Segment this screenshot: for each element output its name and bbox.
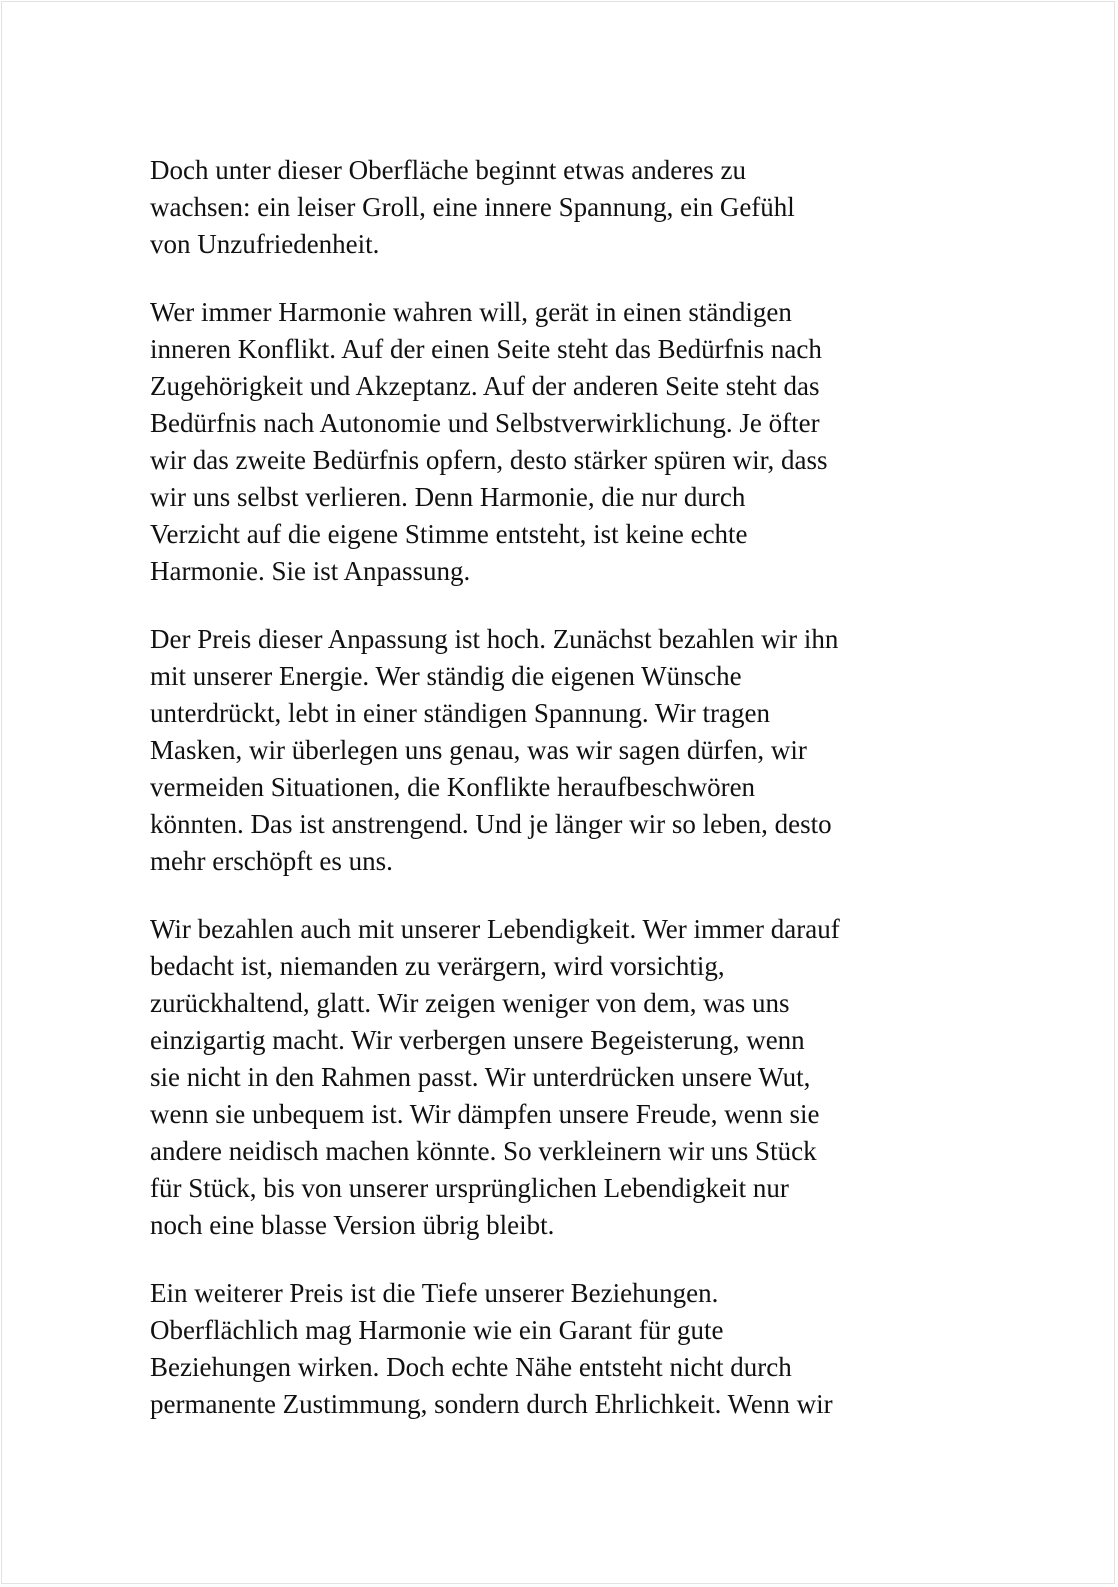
text-line: Der Preis dieser Anpassung ist hoch. Zunächst bezahlen wir ihn	[150, 624, 839, 654]
text-line: wenn sie unbequem ist. Wir dämpfen unsere Freude, wenn sie	[150, 1099, 820, 1129]
text-line: zurückhaltend, glatt. Wir zeigen weniger von dem, was uns	[150, 988, 790, 1018]
text-line: mit unserer Energie. Wer ständig die eigenen Wünsche	[150, 661, 742, 691]
text-line: Masken, wir überlegen uns genau, was wir sagen dürfen, wir	[150, 735, 807, 765]
text-line: Bedürfnis nach Autonomie und Selbstverwirklichung. Je öfter	[150, 408, 820, 438]
text-line: Beziehungen wirken. Doch echte Nähe entsteht nicht durch	[150, 1352, 792, 1382]
text-line: von Unzufriedenheit.	[150, 229, 380, 259]
paragraph	[150, 152, 990, 263]
document-body	[150, 152, 990, 1454]
paragraph	[150, 294, 990, 590]
text-line: Verzicht auf die eigene Stimme entsteht, ist keine echte	[150, 519, 748, 549]
text-line: Wir bezahlen auch mit unserer Lebendigkeit. Wer immer darauf	[150, 914, 840, 944]
text-line: wir das zweite Bedürfnis opfern, desto stärker spüren wir, dass	[150, 445, 828, 475]
text-line: wachsen: ein leiser Groll, eine innere Spannung, ein Gefühl	[150, 192, 795, 222]
paragraph	[150, 911, 990, 1244]
document-page	[1, 1, 1115, 1584]
text-line: Zugehörigkeit und Akzeptanz. Auf der anderen Seite steht das	[150, 371, 820, 401]
text-line: sie nicht in den Rahmen passt. Wir unterdrücken unsere Wut,	[150, 1062, 811, 1092]
text-line: permanente Zustimmung, sondern durch Ehrlichkeit. Wenn wir	[150, 1389, 833, 1419]
text-line: Doch unter dieser Oberfläche beginnt etwas anderes zu	[150, 155, 746, 185]
text-line: könnten. Das ist anstrengend. Und je länger wir so leben, desto	[150, 809, 832, 839]
text-line: vermeiden Situationen, die Konflikte heraufbeschwören	[150, 772, 756, 802]
text-line: Ein weiterer Preis ist die Tiefe unserer Beziehungen.	[150, 1278, 719, 1308]
text-line: bedacht ist, niemanden zu verärgern, wird vorsichtig,	[150, 951, 725, 981]
text-line: Oberflächlich mag Harmonie wie ein Garant für gute	[150, 1315, 724, 1345]
text-line: mehr erschöpft es uns.	[150, 846, 393, 876]
text-line: wir uns selbst verlieren. Denn Harmonie, die nur durch	[150, 482, 746, 512]
text-line: einzigartig macht. Wir verbergen unsere Begeisterung, wenn	[150, 1025, 805, 1055]
text-line: andere neidisch machen könnte. So verkleinern wir uns Stück	[150, 1136, 817, 1166]
text-line: inneren Konflikt. Auf der einen Seite steht das Bedürfnis nach	[150, 334, 822, 364]
text-line: unterdrückt, lebt in einer ständigen Spannung. Wir tragen	[150, 698, 770, 728]
text-line: noch eine blasse Version übrig bleibt.	[150, 1210, 555, 1240]
paragraph	[150, 1275, 990, 1423]
text-line: für Stück, bis von unserer ursprünglichen Lebendigkeit nur	[150, 1173, 789, 1203]
text-line: Harmonie. Sie ist Anpassung.	[150, 556, 471, 586]
text-line: Wer immer Harmonie wahren will, gerät in einen ständigen	[150, 297, 792, 327]
paragraph	[150, 621, 990, 880]
